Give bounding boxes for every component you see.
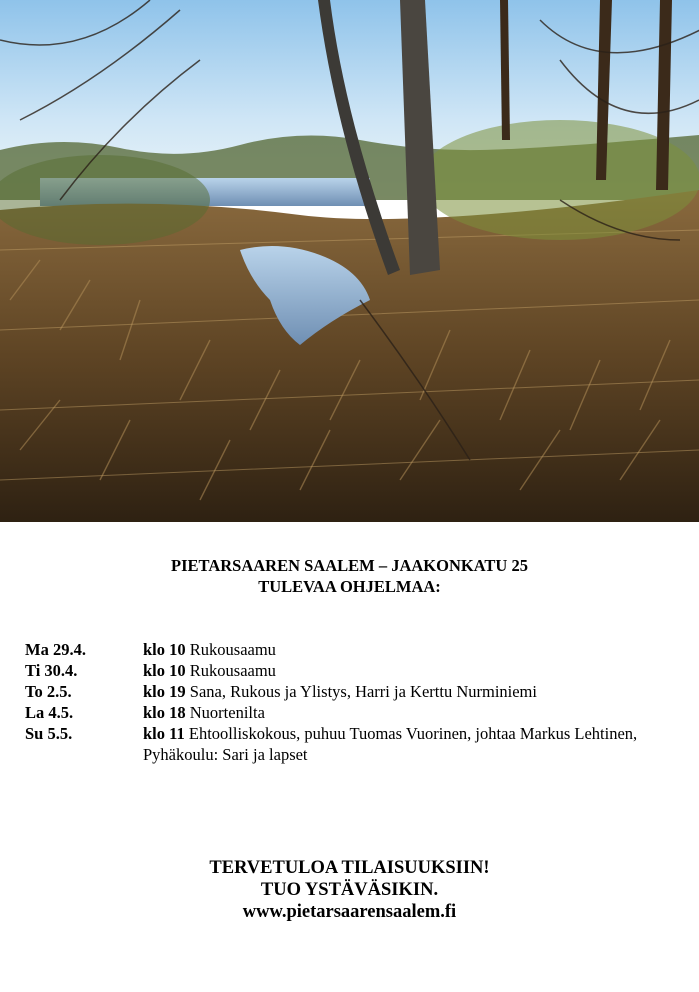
website-link[interactable]: www.pietarsaarensaalem.fi bbox=[242, 902, 457, 922]
schedule-time: klo 19 bbox=[143, 682, 186, 701]
schedule-detail bbox=[143, 681, 685, 702]
schedule-day: To 2.5. bbox=[25, 682, 72, 701]
schedule-text: Ehtoolliskokous, puhuu Tuomas Vuorinen, johtaa Markus Lehtinen, Pyhäkoulu: Sari ja lapset bbox=[143, 724, 638, 764]
schedule-row bbox=[25, 723, 685, 765]
schedule-row bbox=[25, 702, 685, 723]
welcome-text: TERVETULOA TILAISUUKSIIN! bbox=[209, 858, 490, 878]
page-header bbox=[0, 555, 699, 597]
schedule-day: La 4.5. bbox=[25, 703, 74, 722]
schedule-text: Rukousaamu bbox=[189, 661, 276, 680]
header-subtitle: TULEVAA OHJELMAA: bbox=[258, 577, 441, 596]
schedule-detail bbox=[143, 660, 685, 681]
schedule-day: Su 5.5. bbox=[25, 724, 73, 743]
schedule-day: Ma 29.4. bbox=[25, 640, 86, 659]
schedule-time: klo 10 bbox=[143, 640, 186, 659]
header-title: PIETARSAAREN SAALEM – JAAKONKATU 25 bbox=[171, 556, 528, 575]
schedule-detail bbox=[143, 639, 685, 660]
schedule-row bbox=[25, 639, 685, 660]
schedule-detail bbox=[143, 702, 685, 723]
schedule-text: Nuortenilta bbox=[189, 703, 265, 722]
schedule-text: Rukousaamu bbox=[189, 640, 276, 659]
bring-friends-text: TUO YSTÄVÄSIKIN. bbox=[260, 880, 439, 900]
schedule-row bbox=[25, 681, 685, 702]
schedule-row bbox=[25, 660, 685, 681]
schedule-list bbox=[25, 639, 685, 765]
schedule-day: Ti 30.4. bbox=[25, 661, 78, 680]
schedule-detail bbox=[143, 723, 685, 765]
schedule-text: Sana, Rukous ja Ylistys, Harri ja Kerttu Nurminiemi bbox=[189, 682, 537, 701]
page-footer bbox=[0, 857, 699, 923]
schedule-time: klo 18 bbox=[143, 703, 186, 722]
schedule-time: klo 11 bbox=[143, 724, 185, 743]
schedule-time: klo 10 bbox=[143, 661, 186, 680]
